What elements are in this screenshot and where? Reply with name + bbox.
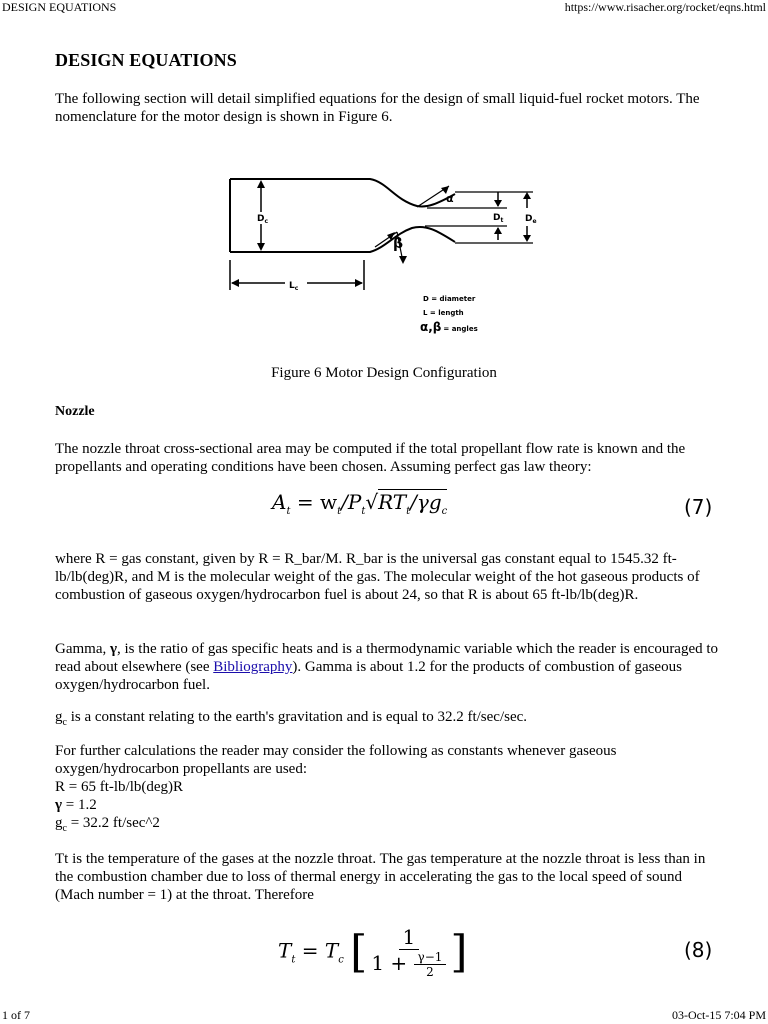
label-lc: $L_c$ <box>289 281 299 292</box>
nozzle-paragraph-1: The nozzle throat cross-sectional area may be computed if the total propellant flow rate is known and the propellants and operating conditions have been chosen. Assuming perfect gas law theory: <box>55 441 686 475</box>
section-heading-nozzle: Nozzle <box>55 404 95 419</box>
motor-diagram-svg <box>227 172 547 347</box>
label-dt: $D_t$ <box>493 213 504 224</box>
equation-8: $T_t = T_c$ [ 1 1 + $\frac{\gamma-1}{2}$ ] <box>278 925 468 979</box>
nozzle-paragraph-6: Tt is the temperature of the gases at the nozzle throat. The gas temperature at the nozzle throat is less than in the combustion chamber due to loss of thermal energy in accelerating the gas to the local speed of sound (Mach number = 1) at the throat. Therefore <box>55 851 706 903</box>
label-alpha: α <box>446 192 454 205</box>
constant-r: R = 65 ft-lb/lb(deg)R <box>55 779 184 795</box>
intro-paragraph: The following section will detail simplified equations for the design of small liquid-fuel rocket motors. The nomenclature for the motor design is shown in Figure 6. <box>55 91 700 125</box>
figure-caption: Figure 6 Motor Design Configuration <box>271 365 497 381</box>
motor-design-figure <box>227 172 547 347</box>
legend-length: L = length <box>423 309 464 317</box>
legend-angles: α,β = angles <box>420 320 478 334</box>
page-title: DESIGN EQUATIONS <box>55 50 237 70</box>
print-footer-page: 1 of 7 <box>2 1008 30 1022</box>
nozzle-paragraph-2: where R = gas constant, given by R = R_bar/M. R_bar is the universal gas constant equal to 1545.32 ft-lb/lb(deg)R, and M is the molecular weight of the gas. The molecular weight of the hot gaseous products of combustion of gaseous oxygen/hydrocarbon fuel is about 24, so that R is about 65 ft-lb/lb(deg)R. <box>55 551 700 603</box>
equation-7-number: (7) <box>684 495 713 519</box>
print-footer-date: 03-Oct-15 7:04 PM <box>672 1008 766 1022</box>
legend-diameter: D = diameter <box>423 295 476 303</box>
equation-7: $A_t = w_t/P_t√RT_t/\gamma g_c$ <box>272 490 448 517</box>
label-beta: β <box>393 236 404 252</box>
constant-gamma: γ = 1.2 <box>55 797 97 813</box>
upper-wall <box>230 179 455 207</box>
label-de: $D_e$ <box>525 214 537 225</box>
nozzle-paragraph-3: Gamma, γ, is the ratio of gas specific heats and is a thermodynamic variable which the reader is encouraged to read about elsewhere (see Bibliography). Gamma is about 1.2 for the products of combustion of gaseous oxygen/hydrocarbon fuel. <box>55 641 719 693</box>
nozzle-paragraph-5: For further calculations the reader may consider the following as constants whenever gaseous oxygen/hydrocarbon propellants are used: <box>55 743 617 777</box>
equation-8-number: (8) <box>684 938 713 962</box>
nozzle-paragraph-4: $g_c$ is a constant relating to the earth's gravitation and is equal to 32.2 ft/sec/sec. <box>55 709 528 728</box>
constant-gc: $g_c = 32.2$ ft/sec^2 <box>55 815 160 834</box>
print-header-title: DESIGN EQUATIONS <box>2 0 117 14</box>
lower-wall <box>230 227 455 252</box>
label-dc: $D_c$ <box>257 214 269 225</box>
print-header-url: https://www.risacher.org/rocket/eqns.html <box>564 0 766 14</box>
bibliography-link[interactable]: Bibliography <box>213 659 293 675</box>
